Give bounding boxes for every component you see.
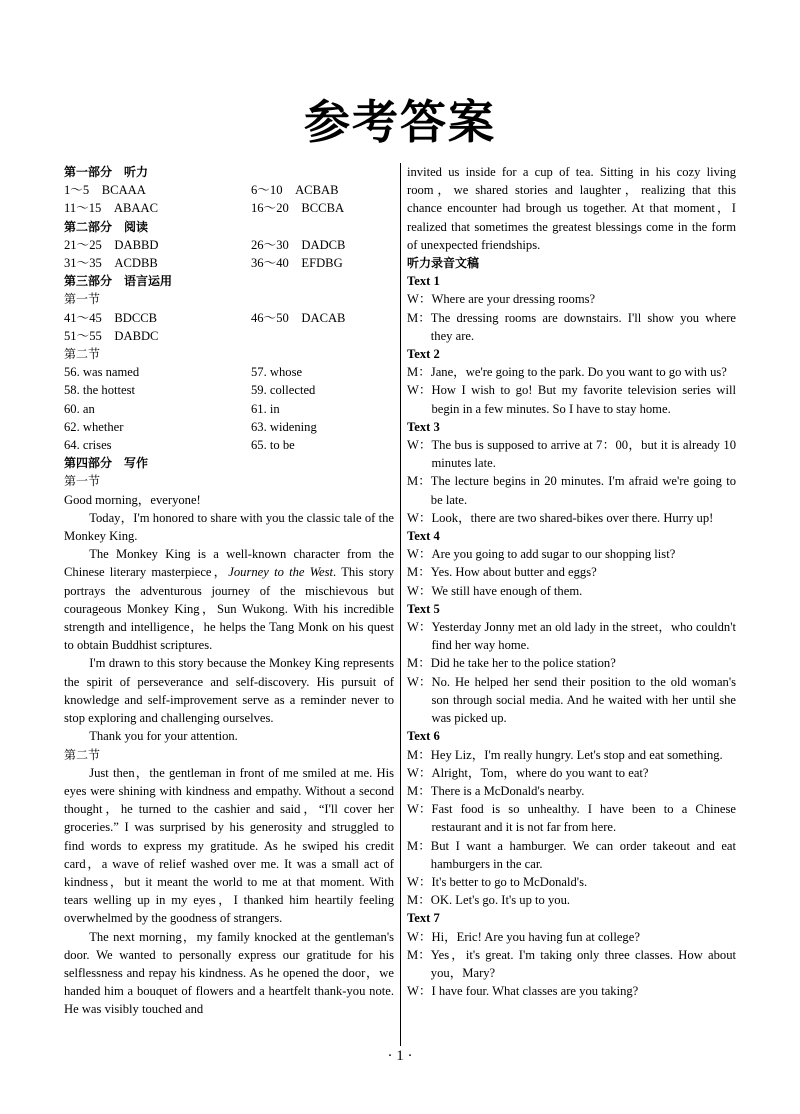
dialogue-line (407, 363, 736, 381)
speaker: M： (407, 783, 431, 798)
dialogue-line (407, 582, 736, 600)
utterance: There is a McDonald's nearby. (430, 783, 585, 798)
dialogue-line (407, 509, 736, 527)
answer-cell: 59. collected (251, 383, 316, 398)
speaker: W： (407, 929, 432, 944)
speech-paragraph: Thank you for your attention. (89, 729, 238, 744)
speaker: W： (407, 674, 432, 689)
part3-section2: 第二节 (64, 347, 101, 362)
dialogue-line (407, 673, 736, 728)
page-number: · 1 · (387, 1048, 413, 1064)
answer-cell: 51～55 DABDC (64, 328, 159, 343)
dialogue-line (407, 928, 736, 946)
speech-paragraph: The Monkey King is a well-known character from the Chinese literary masterpiece，Journey to the West. This story portrays the adventurous journey of the mischievous but courageous Monkey King，Sun Wukong. With his incredible strength and intelligence，he helps the Tang Monk on his quest to obtain Buddhist scriptures. (64, 547, 395, 653)
dialogue-line (407, 290, 736, 308)
dialogue-line (407, 309, 736, 345)
speaker: W： (407, 765, 432, 780)
utterance: We still have enough of them. (431, 583, 583, 598)
text-label: Text 2 (407, 347, 440, 362)
answer-cell: 65. to be (251, 438, 295, 453)
utterance: Yes，it's great. I'm taking only three classes. How about you，Mary? (430, 947, 736, 980)
column-divider (400, 163, 401, 1046)
dialogue-line (407, 800, 736, 836)
utterance: Look，there are two shared-bikes over there. Hurry up! (431, 510, 714, 525)
speaker: M： (407, 365, 431, 380)
speaker: M： (407, 838, 431, 853)
speaker: M： (407, 310, 431, 325)
utterance: I have four. What classes are you taking? (431, 984, 639, 999)
speaker: W： (407, 620, 432, 635)
utterance: Fast food is so unhealthy. I have been to a Chinese restaurant and it is not far from here. (431, 802, 736, 835)
speech-greeting: Good morning，everyone! (64, 492, 201, 507)
utterance: No. He helped her send their position to the old woman's son through social media. And he waited with her until she was picked up. (431, 674, 736, 726)
utterance: Yesterday Jonny met an old lady in the street，who couldn't find her way home. (431, 620, 736, 653)
story-continued: invited us inside for a cup of tea. Sitting in his cozy living room，we shared stories and laughter，realizing that this chance encounter had brough us together. At that moment，I realized that sometimes the greatest blessings come in the form of unexpected friendships. (407, 165, 736, 252)
answer-cell: 36～40 EFDBG (251, 256, 343, 271)
dialogue-line (407, 946, 736, 982)
answer-cell: 6～10 ACBAB (251, 183, 339, 198)
answer-cell: 16～20 BCCBA (251, 201, 345, 216)
speaker: M： (407, 947, 431, 962)
text-label: Text 1 (407, 274, 440, 289)
speaker: W： (407, 438, 432, 453)
answer-cell: 63. widening (251, 419, 317, 434)
dialogue-line (407, 782, 736, 800)
answer-cell (251, 327, 394, 345)
left-column (64, 163, 394, 1019)
answer-cell: 26～30 DADCB (251, 237, 346, 252)
text-label: Text 4 (407, 529, 440, 544)
speaker: W： (407, 383, 432, 398)
text-label: Text 6 (407, 729, 440, 744)
utterance: Hey Liz，I'm really hungry. Let's stop and eat something. (430, 747, 723, 762)
answer-cell: 56. was named (64, 365, 140, 380)
transcript-texts (407, 272, 736, 1000)
answer-cell: 11～15 ABAAC (64, 201, 158, 216)
part4-heading: 第四部分 写作 (64, 456, 149, 471)
dialogue-line (407, 618, 736, 654)
utterance: Hi，Eric! Are you having fun at college? (431, 929, 640, 944)
answer-cell: 21～25 DABBD (64, 237, 159, 252)
dialogue-line (407, 545, 736, 563)
dialogue-line (407, 837, 736, 873)
dialogue-line (407, 381, 736, 417)
utterance: Where are your dressing rooms? (431, 292, 596, 307)
answer-cell: 1～5 BCAAA (64, 183, 146, 198)
part3-answers-1 (64, 309, 394, 345)
answer-cell: 31～35 ACDBB (64, 256, 158, 271)
utterance: Jane，we're going to the park. Do you want to go with us? (430, 365, 727, 380)
page-title: 参考答案 (304, 95, 496, 149)
speaker: M： (407, 747, 431, 762)
part1-answers (64, 181, 394, 217)
speaker: W： (407, 547, 432, 562)
dialogue-line (407, 891, 736, 909)
speaker: W： (407, 583, 432, 598)
part3-section1: 第一节 (64, 292, 101, 307)
part3-answers-2 (64, 363, 394, 454)
speaker: W： (407, 874, 432, 889)
part2-heading: 第二部分 阅读 (64, 219, 149, 234)
part4-section1: 第一节 (64, 474, 101, 489)
speaker: M： (407, 656, 431, 671)
utterance: Did he take her to the police station? (430, 656, 616, 671)
story-paragraph: Just then，the gentleman in front of me smiled at me. His eyes were shining with kindness and empathy. Without a second thought，he turned to the cashier and said，“I'll cover her groceries.” I was surprised by his generosity and struggled to find words to express my gratitude. As he swiped his credit card，a wave of relief washed over me. It was a small act of kindness，but it meant the world to me at that moment. With tears welling up in my eyes，I thanked him heartily feeling overwhelmed by the goodness of strangers. (64, 765, 394, 926)
dialogue-line (407, 764, 736, 782)
speaker: W： (407, 984, 432, 999)
text-label: Text 3 (407, 419, 440, 434)
speaker: M： (407, 565, 431, 580)
speaker: W： (407, 510, 432, 525)
answer-cell: 61. in (251, 401, 280, 416)
speaker: W： (407, 292, 432, 307)
utterance: Alright，Tom，where do you want to eat? (431, 765, 649, 780)
transcript-heading: 听力录音文稿 (407, 256, 480, 271)
part2-answers (64, 236, 394, 272)
answer-cell: 57. whose (251, 365, 303, 380)
utterance: Yes. How about butter and eggs? (430, 565, 597, 580)
speech-paragraph: I'm drawn to this story because the Monkey King represents the spirit of perseverance and self-discovery. His pursuit of knowledge and self-improvement serve as a reminder never to stop exploring and challenging ourselves. (64, 656, 394, 726)
answer-cell: 58. the hottest (64, 383, 136, 398)
dialogue-line (407, 563, 736, 581)
dialogue-line (407, 472, 736, 508)
part4-section2: 第二节 (64, 747, 101, 762)
speaker: W： (407, 802, 432, 817)
right-column (407, 163, 736, 1000)
dialogue-line (407, 873, 736, 891)
utterance: OK. Let's go. It's up to you. (430, 893, 571, 908)
story-paragraph: The next morning，my family knocked at the gentleman's door. We wanted to personally express our gratitude for his selflessness and repay his kindness. As he opened the door，we handed him a bouquet of flowers and a heartfelt thank-you note. He was visibly touched and (64, 929, 394, 1017)
answer-cell: 60. an (64, 401, 95, 416)
dialogue-line (407, 746, 736, 764)
speaker: M： (407, 474, 431, 489)
utterance: The lecture begins in 20 minutes. I'm afraid we're going to be late. (430, 474, 736, 507)
part3-heading: 第三部分 语言运用 (64, 274, 173, 289)
utterance: The bus is supposed to arrive at 7：00，but it is already 10 minutes late. (431, 438, 736, 471)
answer-cell: 46～50 DACAB (251, 310, 346, 325)
dialogue-line (407, 654, 736, 672)
text-label: Text 7 (407, 911, 440, 926)
text-label: Text 5 (407, 601, 440, 616)
dialogue-line (407, 982, 736, 1000)
dialogue-line (407, 436, 736, 472)
utterance: But I want a hamburger. We can order takeout and eat hamburgers in the car. (430, 838, 736, 871)
answer-cell: 64. crises (64, 438, 112, 453)
utterance: The dressing rooms are downstairs. I'll show you where they are. (430, 310, 736, 343)
utterance: How I wish to go! But my favorite television series will begin in a few minutes. So I have to stay home. (431, 383, 736, 416)
utterance: It's better to go to McDonald's. (431, 874, 588, 889)
part1-heading: 第一部分 听力 (64, 165, 149, 179)
book-title: Journey to the West (228, 565, 334, 580)
answer-cell: 41～45 BDCCB (64, 310, 158, 325)
speech-paragraph: Today，I'm honored to share with you the classic tale of the Monkey King. (64, 510, 394, 544)
speaker: M： (407, 893, 431, 908)
utterance: Are you going to add sugar to our shopping list? (431, 547, 676, 562)
answer-cell: 62. whether (64, 419, 124, 434)
